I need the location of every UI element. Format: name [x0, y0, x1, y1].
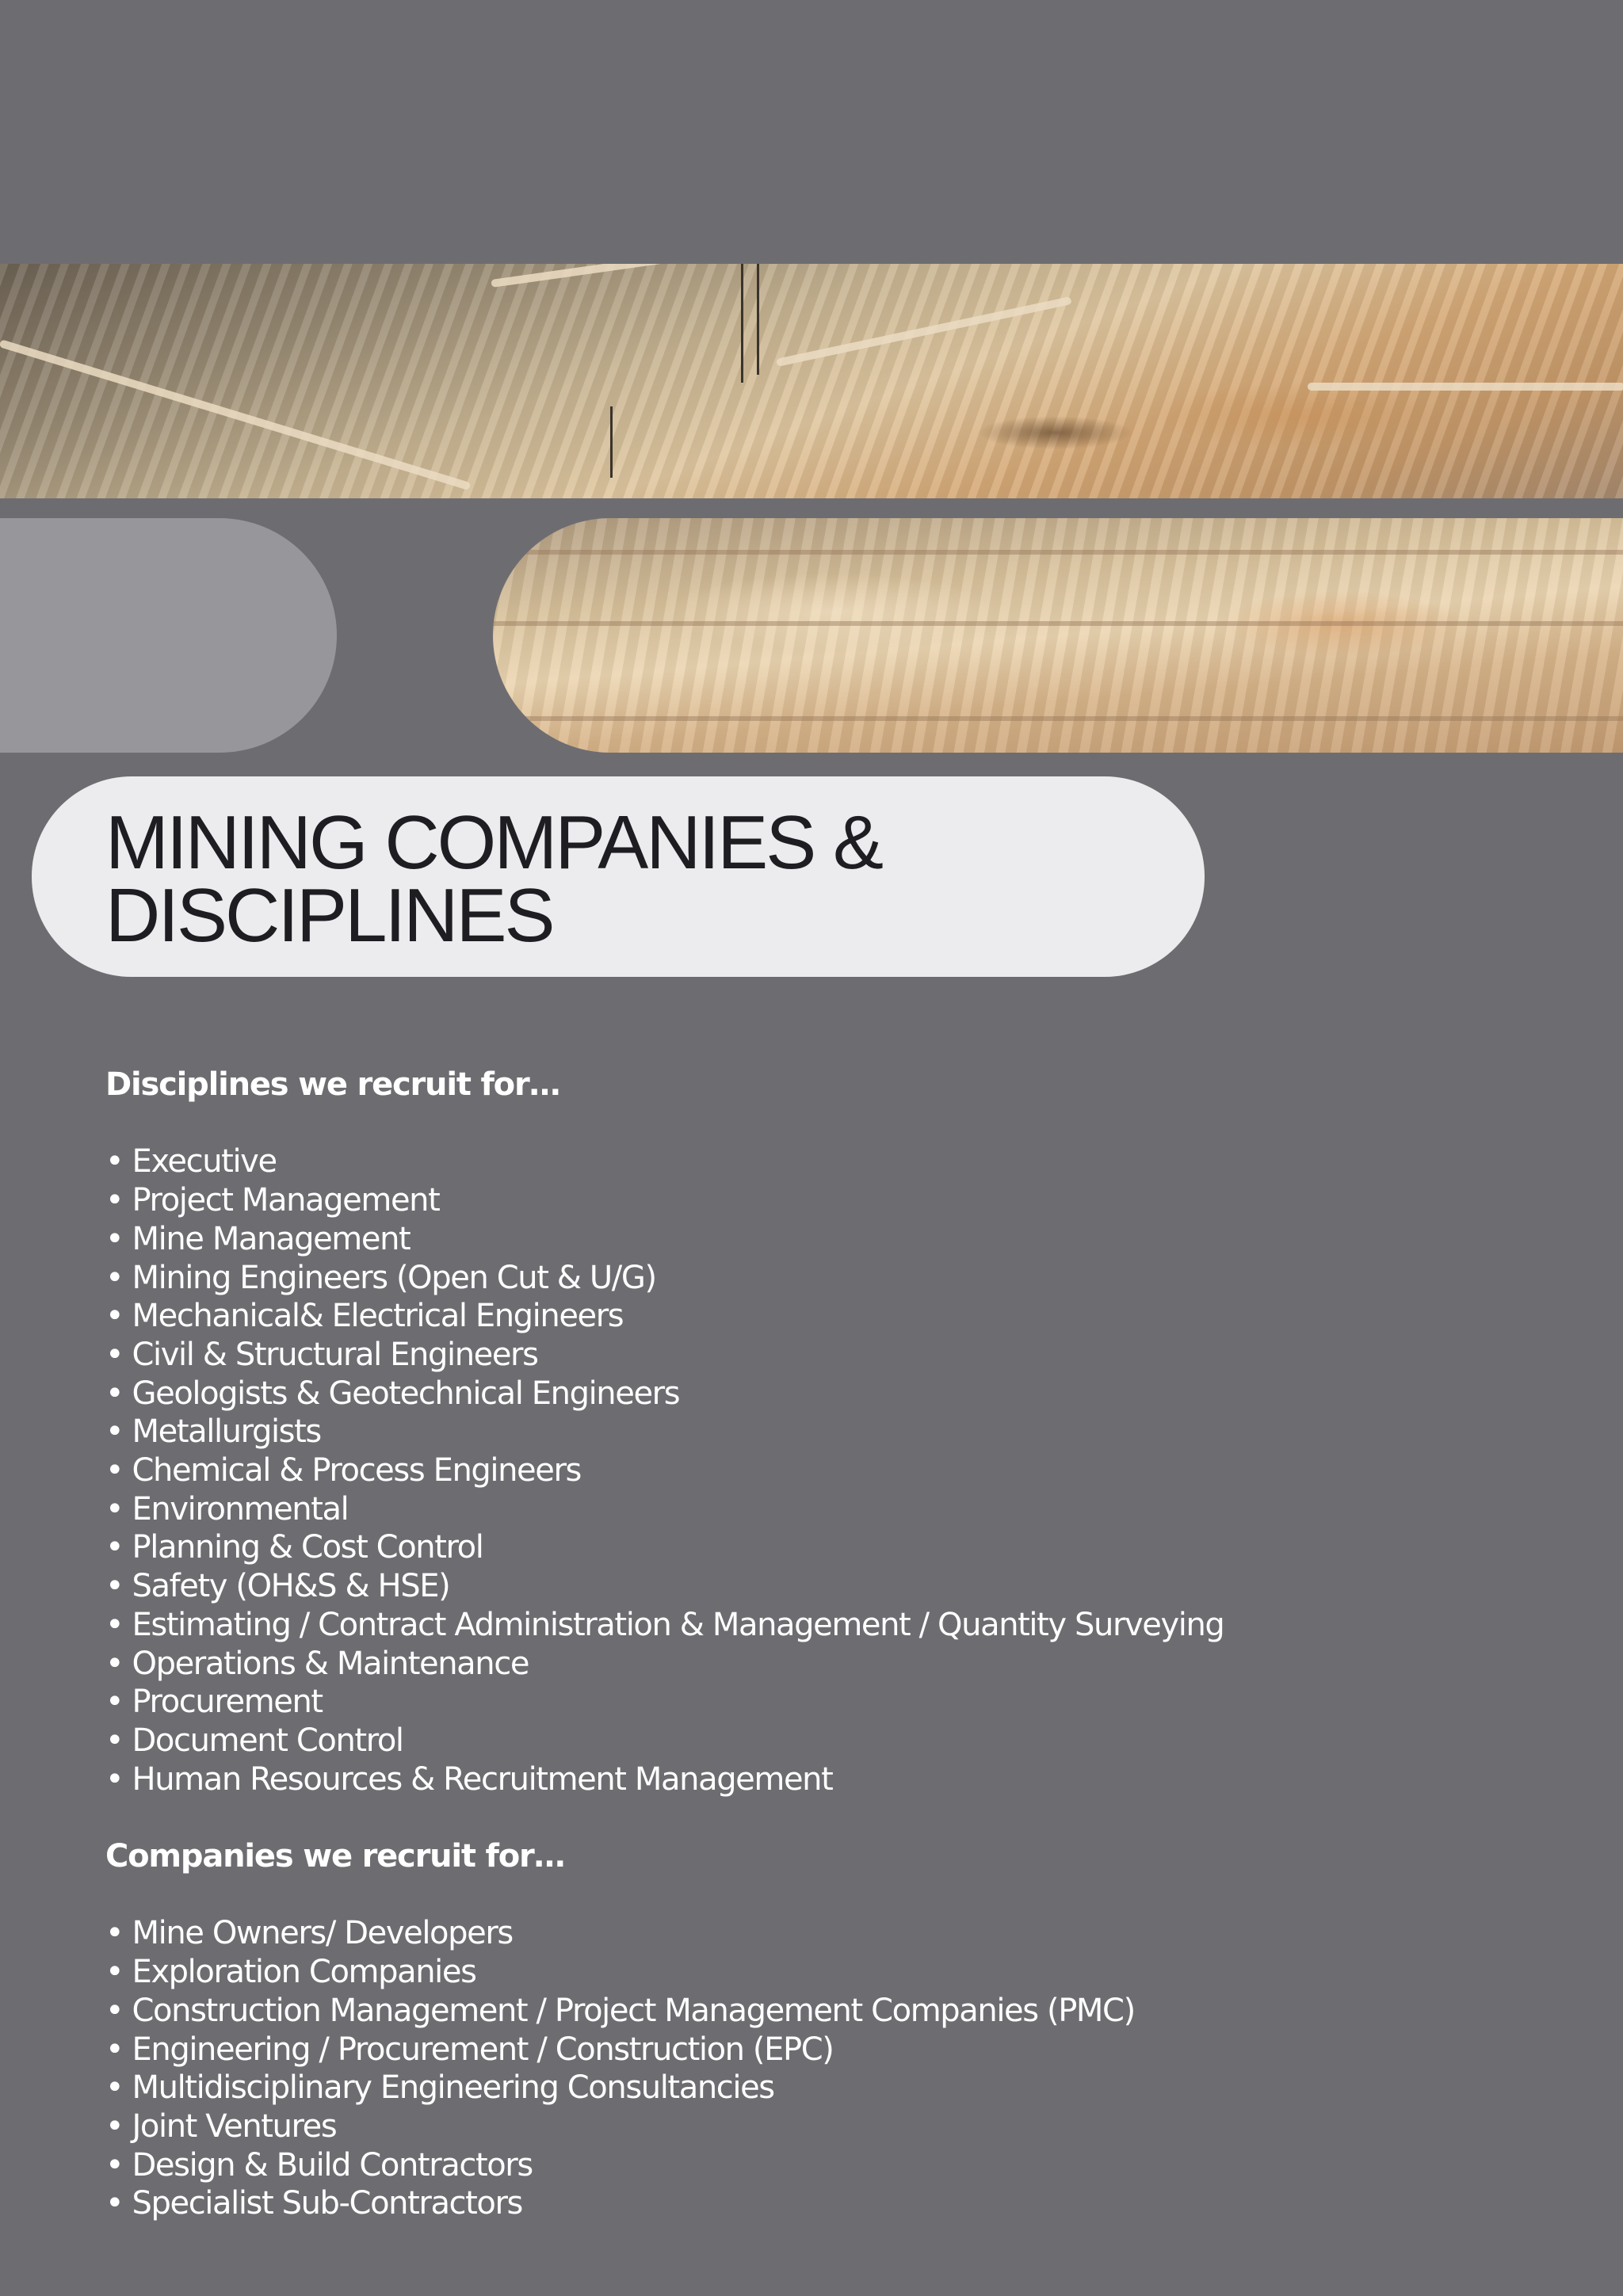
discipline-item: • Executive	[105, 1142, 1532, 1181]
discipline-item: • Geologists & Geotechnical Engineers	[105, 1375, 1532, 1413]
discipline-item: • Environmental	[105, 1490, 1532, 1529]
discipline-item: • Civil & Structural Engineers	[105, 1336, 1532, 1375]
company-item: • Joint Ventures	[105, 2107, 1532, 2146]
discipline-item: • Operations & Maintenance	[105, 1645, 1532, 1684]
title-line-2: DISCIPLINES	[105, 873, 553, 958]
company-item: • Mine Owners/ Developers	[105, 1914, 1532, 1953]
discipline-item: • Planning & Cost Control	[105, 1528, 1532, 1567]
discipline-item: • Mining Engineers (Open Cut & U/G)	[105, 1259, 1532, 1298]
title-line-1: MINING COMPANIES &	[105, 800, 881, 885]
discipline-item: • Project Management	[105, 1181, 1532, 1220]
discipline-item: • Procurement	[105, 1683, 1532, 1722]
discipline-item: • Mine Management	[105, 1220, 1532, 1259]
discipline-item: • Metallurgists	[105, 1413, 1532, 1451]
company-item: • Exploration Companies	[105, 1953, 1532, 1992]
decorative-grey-pill	[0, 518, 337, 753]
discipline-item: • Chemical & Process Engineers	[105, 1451, 1532, 1490]
discipline-item: • Safety (OH&S & HSE)	[105, 1567, 1532, 1606]
company-item: • Construction Management / Project Management Companies (PMC)	[105, 1992, 1532, 2031]
companies-heading: Companies we recruit for…	[105, 1838, 565, 1875]
content-section	[105, 1066, 1532, 2223]
mine-photo-bottom	[493, 518, 1623, 753]
mine-photo-top	[0, 264, 1623, 498]
disciplines-heading: Disciplines we recruit for…	[105, 1066, 560, 1103]
companies-list	[105, 1914, 1532, 2223]
page-title	[105, 800, 881, 958]
company-item: • Specialist Sub-Contractors	[105, 2184, 1532, 2223]
company-item: • Engineering / Procurement / Construction (EPC)	[105, 2031, 1532, 2069]
discipline-item: • Document Control	[105, 1722, 1532, 1760]
discipline-item: • Estimating / Contract Administration & Management / Quantity Surveying	[105, 1606, 1532, 1645]
company-item: • Design & Build Contractors	[105, 2146, 1532, 2185]
title-banner	[32, 776, 1205, 977]
discipline-item: • Mechanical& Electrical Engineers	[105, 1297, 1532, 1336]
company-item: • Multidisciplinary Engineering Consultancies	[105, 2069, 1532, 2107]
discipline-item: • Human Resources & Recruitment Management	[105, 1760, 1532, 1799]
disciplines-list	[105, 1142, 1532, 1798]
